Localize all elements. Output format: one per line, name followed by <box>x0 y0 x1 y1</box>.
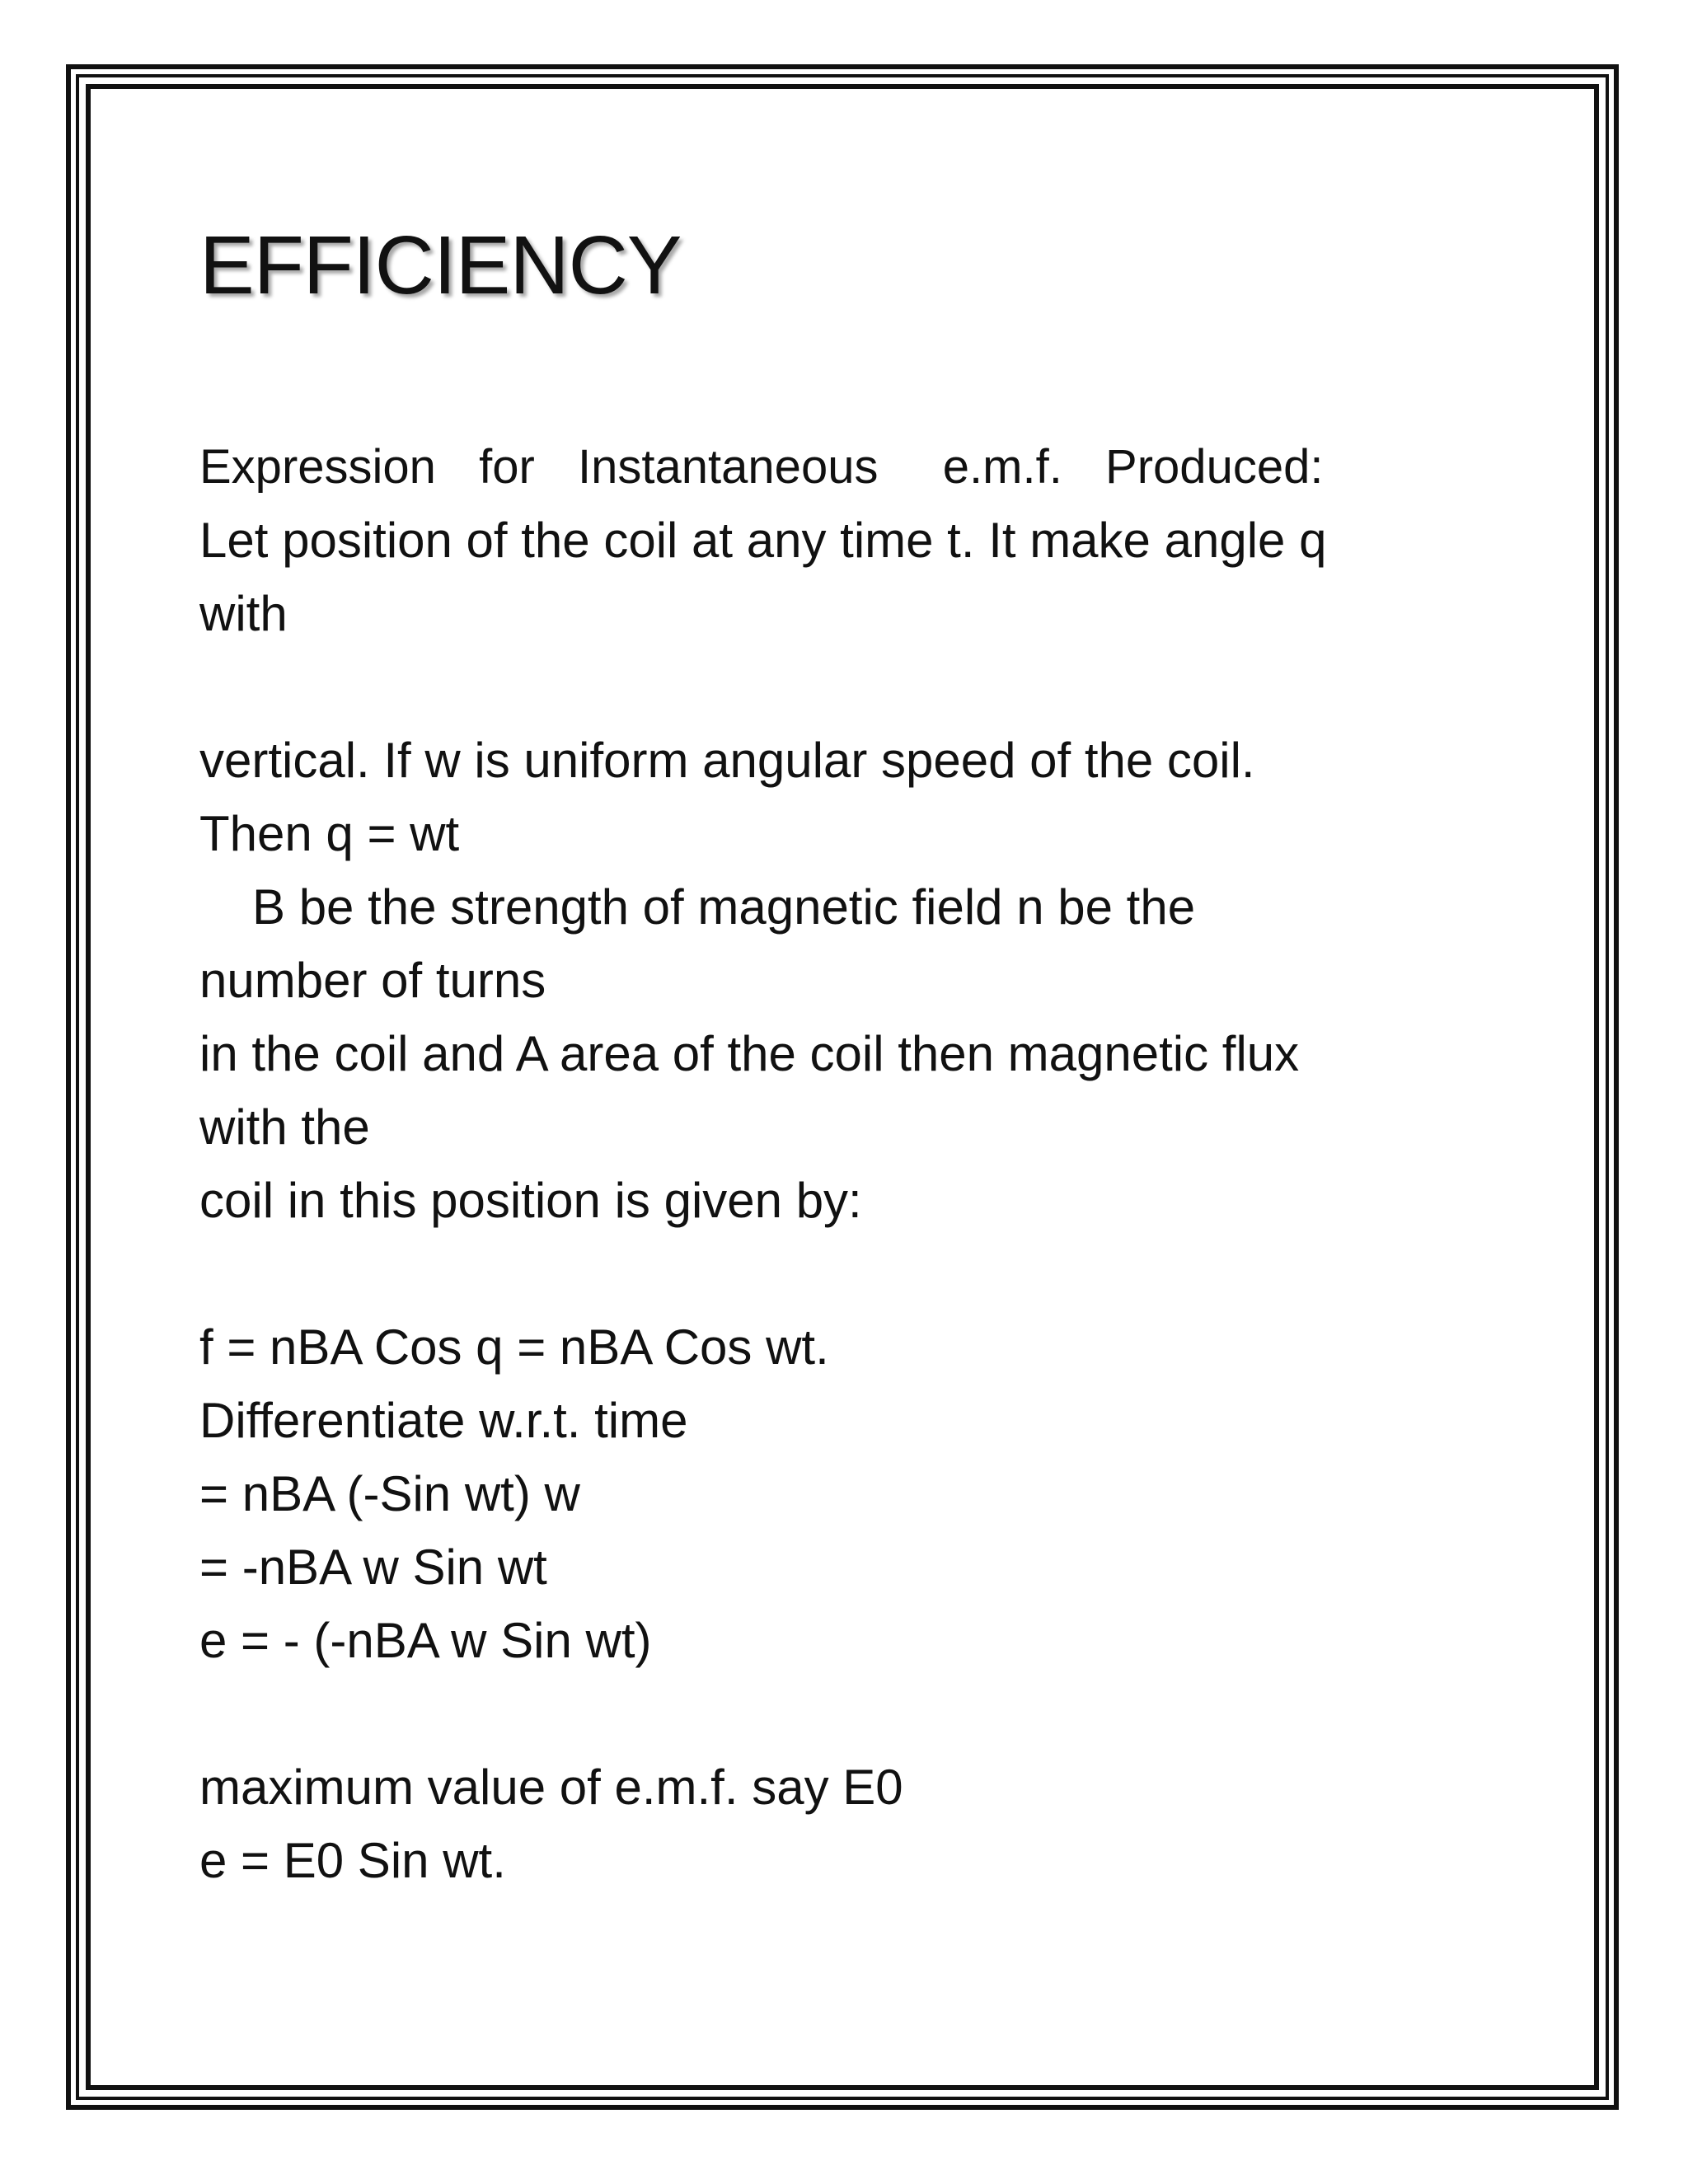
blank-line <box>199 1677 1485 1750</box>
text-line: with <box>199 586 288 641</box>
page-title: EFFICIENCY <box>199 219 682 312</box>
equation-line: = nBA (-Sin wt) w <box>199 1466 580 1521</box>
equation-line: = -nBA w Sin wt <box>199 1540 547 1595</box>
text-line: in the coil and A area of the coil then magnetic flux <box>199 1026 1300 1081</box>
equation-line: f = nBA Cos q = nBA Cos wt. <box>199 1319 829 1375</box>
equation-line: maximum value of e.m.f. say E0 <box>199 1760 903 1815</box>
equation-line: e = E0 Sin wt. <box>199 1833 506 1888</box>
blank-line <box>199 1237 1485 1310</box>
equation-line: e = - (-nBA w Sin wt) <box>199 1613 652 1668</box>
section-heading: Expression for Instantaneous e.m.f. Produced: <box>199 440 1324 494</box>
text-line: number of turns <box>199 953 546 1008</box>
text-line: B be the strength of magnetic field n be the <box>252 879 1196 935</box>
equation-line: Differentiate w.r.t. time <box>199 1393 688 1448</box>
blank-line <box>199 650 1485 724</box>
text-line: Let position of the coil at any time t. It make angle q <box>199 513 1327 568</box>
text-line: coil in this position is given by: <box>199 1173 862 1228</box>
text-line: vertical. If w is uniform angular speed of the coil. <box>199 733 1255 788</box>
page-content <box>199 216 1485 1897</box>
text-line: with the <box>199 1099 370 1155</box>
text-line: Then q = wt <box>199 806 460 861</box>
body-text <box>199 430 1485 1897</box>
